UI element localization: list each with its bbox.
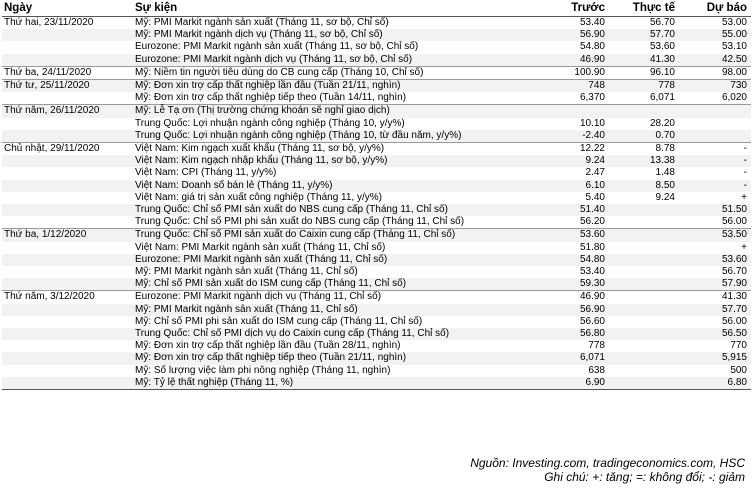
actual-cell: 8.78: [609, 143, 679, 156]
actual-cell: [609, 352, 679, 364]
date-cell: [2, 278, 133, 291]
previous-cell: 46.90: [542, 291, 609, 304]
actual-cell: [609, 377, 679, 390]
forecast-cell: -: [679, 180, 751, 192]
previous-cell: 56.90: [542, 304, 609, 316]
actual-cell: 6,071: [649, 92, 675, 104]
forecast-cell: 98.00: [679, 66, 751, 79]
date-cell: [2, 155, 133, 167]
date-cell: [2, 304, 133, 316]
event-cell: Eurozone: PMI Markit ngành sản xuất (Tháng 11, Chỉ số): [133, 254, 542, 266]
table-row: [2, 143, 751, 156]
date-cell: [2, 92, 133, 105]
event-cell: Mỹ: Số lượng việc làm phi nông nghiệp (Tháng 11, nghìn): [135, 364, 391, 376]
forecast-cell: 57.70: [679, 304, 751, 316]
date-cell: [2, 352, 133, 364]
previous-cell: 54.80: [542, 254, 609, 266]
table-row: [2, 266, 751, 278]
date-cell: Thứ năm, 3/12/2020: [2, 291, 133, 304]
previous-cell: 51.80: [579, 241, 605, 253]
event-cell: Mỹ: Đơn xin trợ cấp thất nghiệp lần đầu (Tuần 21/11, nghìn): [133, 80, 542, 93]
footnotes: [470, 456, 745, 484]
event-cell: Trung Quốc: Lợi nhuận ngành công nghiệp (Tháng 10, y/y%): [135, 117, 405, 129]
actual-cell: [609, 328, 679, 340]
forecast-cell: 6.80: [679, 377, 751, 390]
forecast-cell: +: [741, 241, 747, 253]
actual-cell: [609, 365, 679, 377]
forecast-cell: [679, 130, 751, 143]
previous-cell: 9.24: [542, 155, 609, 167]
previous-cell: 638: [588, 364, 605, 376]
previous-cell: 100.90: [542, 66, 609, 79]
table-row: [2, 304, 751, 316]
actual-cell: [609, 340, 679, 352]
table-row: [2, 66, 751, 79]
date-cell: Thứ ba, 1/12/2020: [2, 229, 133, 242]
forecast-cell: [679, 105, 751, 118]
previous-cell: 6,370: [579, 92, 605, 104]
table-row: [2, 130, 751, 143]
forecast-cell: 53.00: [721, 17, 747, 28]
event-cell: Mỹ: Đơn xin trợ cấp thất nghiệp tiếp theo (Tuần 21/11, nghìn): [133, 352, 542, 364]
forecast-cell: 56.70: [721, 266, 747, 278]
forecast-cell: -: [743, 167, 747, 179]
previous-cell: 56.80: [542, 328, 609, 340]
previous-cell: 53.40: [579, 266, 605, 278]
table-row: [2, 204, 751, 216]
date-cell: Thứ tư, 25/11/2020: [2, 80, 133, 93]
previous-cell: 5.40: [585, 191, 605, 203]
previous-cell: 6.10: [542, 180, 609, 192]
event-cell: Mỹ: Đơn xin trợ cấp thất nghiệp lần đầu (Tuần 28/11, nghìn): [135, 340, 401, 352]
forecast-cell: 55.00: [679, 29, 751, 41]
actual-cell: 8.50: [609, 180, 679, 192]
event-cell: Trung Quốc: Chỉ số PMI phi sản xuất do NBS cung cấp (Tháng 11, Chỉ số): [135, 216, 465, 228]
actual-cell: [609, 242, 679, 254]
table-row: [2, 155, 751, 167]
table-row: [2, 291, 751, 304]
previous-cell: 56.20: [579, 216, 605, 228]
previous-cell: 6.90: [542, 377, 609, 390]
event-cell: Việt Nam: giá trị sản xuất công nghiệp (Tháng 11, y/y%): [135, 191, 382, 203]
table-row: [2, 229, 751, 242]
event-cell: Trung Quốc: Chỉ số PMI dịch vụ do Caixin cung cấp (Tháng 11, Chỉ số): [133, 328, 542, 340]
calendar-table: [2, 0, 751, 390]
date-cell: [2, 316, 133, 328]
forecast-cell: +: [741, 191, 747, 203]
forecast-cell: 42.50: [679, 54, 751, 67]
event-cell: Trung Quốc: Chỉ số PMI sản xuất do NBS cung cấp (Tháng 11, Chỉ số): [133, 204, 542, 216]
actual-cell: 0.70: [609, 130, 679, 143]
table-row: [2, 118, 751, 130]
forecast-cell: 6,020: [721, 92, 747, 104]
date-cell: [2, 242, 133, 254]
forecast-cell: 53.60: [679, 254, 751, 266]
table-row: [2, 216, 751, 229]
event-cell: Mỹ: PMI Markit ngành dịch vụ (Tháng 11, sơ bộ, Chỉ số): [133, 29, 542, 41]
actual-cell: 9.24: [655, 191, 675, 203]
forecast-cell: 56.00: [721, 216, 747, 228]
actual-cell: 56.70: [649, 17, 675, 28]
forecast-cell: 41.30: [679, 291, 751, 304]
forecast-cell: -: [679, 143, 751, 156]
table-row: [2, 377, 751, 390]
event-cell: Eurozone: PMI Markit ngành dịch vụ (Tháng 11, Chỉ số): [133, 291, 542, 304]
table-row: [2, 242, 751, 254]
table-row: [2, 92, 751, 105]
actual-cell: [609, 254, 679, 266]
table-row: [2, 54, 751, 67]
table-row: [2, 80, 751, 93]
event-cell: Mỹ: Niềm tin người tiêu dùng do CB cung cấp (Tháng 10, Chỉ số): [133, 66, 542, 79]
event-cell: Mỹ: Chỉ số PMI phi sản xuất do ISM cung cấp (Tháng 11, Chỉ số): [135, 315, 423, 327]
date-cell: [2, 266, 133, 278]
previous-cell: 2.47: [585, 167, 605, 179]
date-cell: [2, 29, 133, 41]
table-row: [2, 328, 751, 340]
event-cell: Mỹ: PMI Markit ngành sản xuất (Tháng 11, Chỉ số): [135, 266, 358, 278]
header-forecast: Dự báo: [679, 0, 751, 17]
event-cell: Việt Nam: Kim ngạch xuất khẩu (Tháng 11, sơ bộ, y/y%): [133, 143, 542, 156]
table-row: [2, 365, 751, 377]
previous-cell: 53.60: [542, 229, 609, 242]
event-cell: Mỹ: Chỉ số PMI sản xuất do ISM cung cấp (Tháng 11, Chỉ số): [133, 278, 542, 291]
actual-cell: [609, 229, 679, 242]
date-cell: [2, 365, 133, 377]
date-cell: [2, 216, 133, 229]
actual-cell: [609, 278, 679, 291]
table-row: [2, 41, 751, 53]
previous-cell: 54.80: [579, 41, 605, 53]
actual-cell: 96.10: [609, 66, 679, 79]
event-cell: Eurozone: PMI Markit ngành sản xuất (Tháng 11, sơ bộ, Chỉ số): [135, 41, 419, 53]
header-previous: Trước: [542, 0, 609, 17]
actual-cell: 41.30: [609, 54, 679, 67]
previous-cell: 59.30: [542, 278, 609, 291]
previous-cell: 778: [588, 340, 605, 352]
actual-cell: [609, 316, 679, 328]
actual-cell: [609, 291, 679, 304]
event-cell: Trung Quốc: Chỉ số PMI sản xuất do Caixin cung cấp (Tháng 11, Chỉ số): [133, 229, 542, 242]
forecast-cell: 53.50: [679, 229, 751, 242]
event-cell: Mỹ: Lễ Tạ ơn (Thị trường chứng khoán sẽ nghỉ giao dịch): [133, 105, 542, 118]
forecast-cell: -: [679, 155, 751, 167]
actual-cell: [609, 304, 679, 316]
table-row: [2, 180, 751, 192]
event-cell: Eurozone: PMI Markit ngành dịch vụ (Tháng 11, sơ bộ, Chỉ số): [133, 54, 542, 67]
legend-note: Ghi chú: +: tăng; =: không đổi; -: giảm: [544, 470, 745, 484]
previous-cell: 46.90: [542, 54, 609, 67]
previous-cell: 10.10: [579, 117, 605, 129]
forecast-cell: 51.50: [679, 204, 751, 216]
table-row: [2, 29, 751, 41]
event-cell: Mỹ: PMI Markit ngành sản xuất (Tháng 11, Chỉ số): [133, 304, 542, 316]
date-cell: [2, 192, 133, 204]
event-cell: Việt Nam: PMI Markit ngành sản xuất (Tháng 11, Chỉ số): [135, 241, 386, 253]
actual-cell: 57.70: [609, 29, 679, 41]
forecast-cell: [679, 118, 751, 130]
actual-cell: [609, 204, 679, 216]
event-cell: Việt Nam: Doanh số bán lẻ (Tháng 11, y/y%): [133, 180, 542, 192]
date-cell: Thứ ba, 24/11/2020: [2, 66, 133, 79]
forecast-cell: 500: [730, 364, 747, 376]
actual-cell: [609, 266, 679, 278]
date-cell: [2, 41, 133, 53]
event-cell: Việt Nam: Kim ngạch nhập khẩu (Tháng 11, sơ bộ, y/y%): [133, 155, 542, 167]
event-cell: Mỹ: Tỷ lệ thất nghiệp (Tháng 11, %): [133, 377, 542, 390]
previous-cell: 6,071: [542, 352, 609, 364]
actual-cell: 778: [609, 80, 679, 93]
actual-cell: [609, 105, 679, 118]
forecast-cell: 56.50: [679, 328, 751, 340]
header-date: Ngày: [2, 0, 133, 17]
date-cell: Thứ hai, 23/11/2020: [4, 17, 94, 28]
table-row: [2, 340, 751, 352]
table-row: [2, 254, 751, 266]
actual-cell: 1.48: [655, 167, 675, 179]
table-row: [2, 278, 751, 291]
date-cell: [2, 328, 133, 340]
event-cell: Mỹ: Đơn xin trợ cấp thất nghiệp tiếp theo (Tuần 14/11, nghìn): [135, 92, 407, 104]
date-cell: [2, 180, 133, 192]
table-row: [2, 316, 751, 328]
date-cell: [2, 377, 133, 390]
date-cell: [2, 204, 133, 216]
actual-cell: 13.38: [609, 155, 679, 167]
date-cell: Chủ nhật, 29/11/2020: [2, 143, 133, 156]
previous-cell: 748: [542, 80, 609, 93]
previous-cell: -2.40: [542, 130, 609, 143]
previous-cell: 12.22: [542, 143, 609, 156]
event-cell: Trung Quốc: Lợi nhuận ngành công nghiệp (Tháng 10, từ đầu năm, y/y%): [133, 130, 542, 143]
economic-calendar: [2, 0, 751, 390]
date-cell: [2, 130, 133, 143]
table-row: [2, 192, 751, 204]
table-row: [2, 17, 751, 30]
previous-cell: 51.40: [542, 204, 609, 216]
table-row: [2, 167, 751, 179]
date-cell: [2, 340, 133, 352]
date-cell: [2, 54, 133, 67]
forecast-cell: 770: [730, 340, 747, 352]
header-event: Sự kiện: [133, 0, 542, 17]
forecast-cell: 56.00: [721, 315, 747, 327]
date-cell: [2, 118, 133, 130]
event-cell: Mỹ: PMI Markit ngành sản xuất (Tháng 11, sơ bộ, Chỉ số): [135, 17, 389, 28]
forecast-cell: 5,915: [679, 352, 751, 364]
previous-cell: 53.40: [579, 17, 605, 28]
table-body: [2, 17, 751, 390]
date-cell: Thứ năm, 26/11/2020: [2, 105, 133, 118]
previous-cell: [542, 105, 609, 118]
actual-cell: 53.60: [649, 41, 675, 53]
date-cell: [2, 167, 133, 179]
date-cell: [2, 254, 133, 266]
previous-cell: 56.90: [542, 29, 609, 41]
header-actual: Thực tế: [609, 0, 679, 17]
forecast-cell: 53.10: [721, 41, 747, 53]
forecast-cell: 57.90: [679, 278, 751, 291]
table-row: [2, 105, 751, 118]
source-note: Nguồn: Investing.com, tradingeconomics.com, HSC: [470, 456, 745, 470]
actual-cell: [609, 216, 679, 229]
forecast-cell: 730: [679, 80, 751, 93]
table-row: [2, 352, 751, 364]
previous-cell: 56.60: [579, 315, 605, 327]
actual-cell: 28.20: [649, 117, 675, 129]
event-cell: Việt Nam: CPI (Tháng 11, y/y%): [135, 167, 277, 179]
header-row: [2, 0, 751, 17]
